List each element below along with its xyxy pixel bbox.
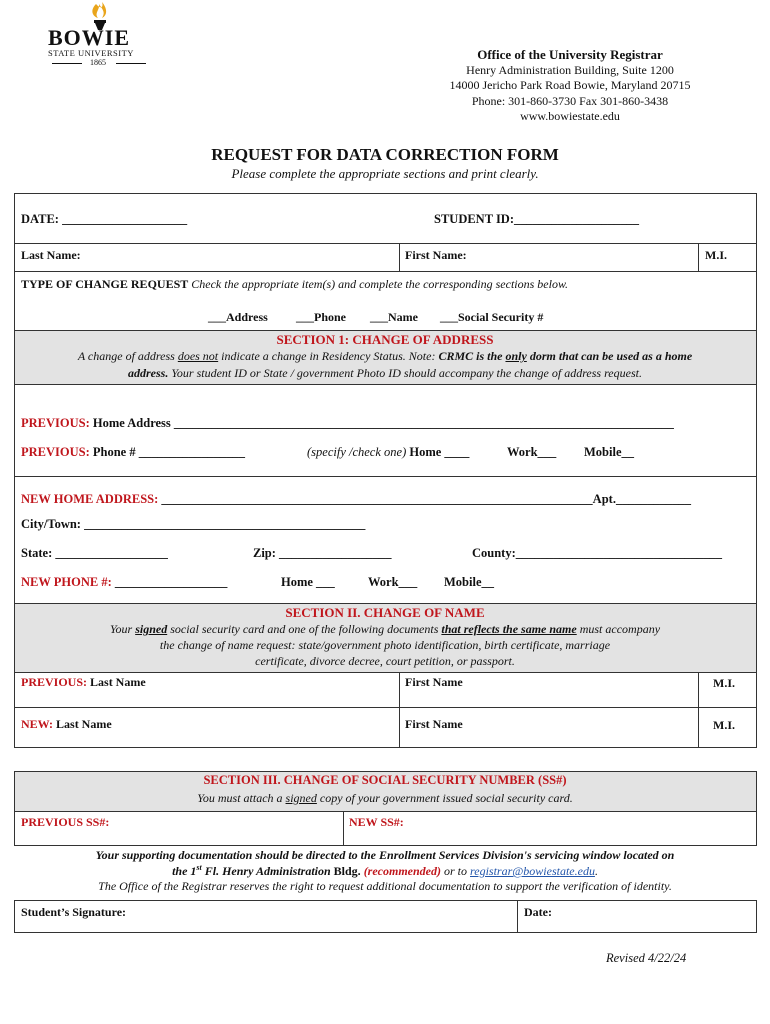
logo-rule-right	[116, 63, 146, 64]
rule-name-div-2	[698, 243, 699, 271]
check-ssn[interactable]: ___Social Security #	[440, 310, 544, 324]
section2-title: SECTION II. CHANGE OF NAME	[285, 605, 485, 620]
type-label: TYPE OF CHANGE REQUEST	[21, 277, 189, 291]
s2-note-part: signed	[135, 622, 168, 636]
new-mobile-check[interactable]: Mobile__	[444, 575, 494, 589]
s3-note-part: You must attach a	[197, 791, 286, 805]
rule-13	[14, 845, 756, 846]
new-home-label: NEW HOME ADDRESS:	[21, 492, 159, 506]
rule-10	[14, 747, 756, 748]
footer-part: (recommended)	[360, 864, 441, 878]
footer-part: .	[594, 864, 598, 878]
mi-field[interactable]: M.I.	[705, 248, 727, 262]
section1-note-line2	[14, 366, 756, 381]
rule-right-2	[756, 603, 757, 748]
rule-top	[14, 193, 756, 194]
new-last-name[interactable]	[21, 717, 112, 732]
footer-line1: Your supporting documentation should be directed to the Enrollment Services Division's servicing window located on	[95, 848, 675, 862]
footer-part: Bldg.	[333, 864, 361, 878]
section3-title: SECTION III. CHANGE OF SOCIAL SECURITY NUMBER (SS#)	[203, 773, 567, 787]
new-phone-label: NEW PHONE #:	[21, 575, 112, 589]
previous-last-name[interactable]	[21, 675, 146, 690]
rule-right-1	[756, 193, 757, 604]
rule-14	[14, 900, 756, 901]
rule-name-div-1	[399, 243, 400, 271]
footer-part: st	[196, 863, 202, 872]
check-phone[interactable]: ___Phone	[296, 310, 347, 324]
city-field[interactable]: City/Town: _____________________________________________	[21, 517, 366, 531]
s1-note-part: dorm that can be used as a home	[526, 349, 693, 363]
new-work-check[interactable]: Work___	[368, 575, 418, 589]
footer-line3: The Office of the Registrar reserves the right to request additional documentation to support the verification of identity.	[98, 879, 672, 893]
office-phone: Phone: 301-860-3730 Fax 301-860-3438	[471, 93, 669, 108]
s2-note-part: social security card and one of the following documents	[167, 622, 442, 636]
section1-note-line1	[14, 349, 756, 364]
rule-sig-div	[517, 900, 518, 933]
s1-note-part: Your student ID or State / government Photo ID should accompany the change of address request.	[168, 366, 642, 380]
rule-left-4	[14, 900, 15, 933]
previous-phone-type[interactable]	[307, 445, 469, 460]
form-title: REQUEST FOR DATA CORRECTION FORM	[211, 145, 559, 164]
s2-note-part: that reflects the same name	[441, 622, 577, 636]
rule-6	[14, 476, 756, 477]
rule-name2-div-2	[698, 672, 699, 748]
name-previous-label: PREVIOUS:	[21, 675, 88, 689]
signature-date-field[interactable]: Date:	[524, 905, 552, 919]
section2-note-line3: certificate, divorce decree, court petition, or passport.	[255, 654, 515, 668]
new-mi[interactable]: M.I.	[713, 718, 735, 732]
s1-note-part: only	[505, 349, 527, 363]
s1-note-part: CRMC is the	[438, 349, 506, 363]
registrar-header	[420, 47, 720, 125]
check-address[interactable]: ___Address	[208, 310, 268, 324]
first-name-field[interactable]: First Name:	[405, 248, 467, 262]
rule-name2-div-1	[399, 672, 400, 748]
s1-note-part: A change of address	[77, 349, 178, 363]
new-last-label: Last Name	[53, 717, 112, 731]
new-home-check[interactable]: Home ___	[281, 575, 335, 589]
footer-part: Fl. Henry Administration	[201, 864, 334, 878]
footer-line2	[14, 863, 756, 879]
state-field[interactable]: State: __________________	[21, 546, 168, 560]
prev-home-check: Home ____	[406, 445, 470, 459]
rule-11	[14, 771, 756, 772]
s3-note-part: copy of your government issued social security card.	[316, 791, 573, 805]
footer-part: the 1	[172, 864, 197, 878]
new-phone-line: __________________	[111, 575, 228, 589]
rule-left-1	[14, 193, 15, 604]
office-web: www.bowiestate.edu	[520, 109, 620, 123]
previous-ss-field[interactable]: PREVIOUS SS#:	[21, 815, 110, 829]
registrar-email-link[interactable]: registrar@bowiestate.edu	[470, 864, 595, 878]
logo-year: 1865	[90, 58, 106, 67]
type-instructions: Check the appropriate item(s) and complete the corresponding sections below.	[188, 277, 569, 291]
student-signature-field[interactable]: Student’s Signature:	[21, 905, 127, 919]
logo-rule-left	[52, 63, 82, 64]
rule-3	[14, 271, 756, 272]
office-name: Office of the University Registrar	[477, 47, 663, 62]
s1-note-part: does not	[177, 349, 219, 363]
new-ss-field[interactable]: NEW SS#:	[349, 815, 404, 829]
rule-ss-div	[343, 811, 344, 846]
last-name-field[interactable]: Last Name:	[21, 248, 81, 262]
revised-date: Revised 4/22/24	[606, 951, 687, 965]
rule-12	[14, 811, 756, 812]
logo-name: BOWIE	[48, 25, 131, 50]
s3-note-part: signed	[285, 791, 317, 805]
rule-4	[14, 330, 756, 331]
rule-7	[14, 603, 756, 604]
s2-note-part: Your	[109, 622, 136, 636]
section3-note	[14, 791, 756, 806]
rule-right-4	[756, 900, 757, 933]
rule-5	[14, 384, 756, 385]
previous-last-label: Last Name	[87, 675, 146, 689]
s1-note-part: address.	[128, 366, 169, 380]
rule-9	[14, 707, 756, 708]
student-id-field[interactable]: STUDENT ID:____________________	[434, 212, 639, 226]
form-subtitle: Please complete the appropriate sections and print clearly.	[231, 166, 539, 181]
rule-8	[14, 672, 756, 673]
specify-text: (specify /check one)	[307, 445, 407, 459]
office-address: 14000 Jericho Park Road Bowie, Maryland 20715	[449, 78, 691, 92]
previous-phone[interactable]	[21, 445, 245, 460]
rule-15	[14, 932, 756, 933]
university-logo	[44, 0, 154, 70]
s1-note-part: indicate a change in Residency Status. Note:	[218, 349, 439, 363]
check-name[interactable]: ___Name	[370, 310, 418, 324]
date-field[interactable]: DATE: ____________________	[21, 212, 188, 226]
logo-subtitle: STATE UNIVERSITY	[48, 48, 134, 58]
name-new-label: NEW:	[21, 717, 54, 731]
previous-label: PREVIOUS:	[21, 416, 90, 430]
section2-note-line1	[14, 622, 756, 637]
footer-part: or to	[441, 864, 471, 878]
new-home-address[interactable]	[21, 492, 691, 507]
zip-field[interactable]: Zip: __________________	[253, 546, 392, 560]
prev-work-check[interactable]: Work___	[507, 445, 557, 459]
previous-home-address[interactable]	[21, 416, 674, 431]
office-building: Henry Administration Building, Suite 1200	[466, 62, 674, 77]
previous-first-name[interactable]: First Name	[405, 675, 463, 689]
prev-mobile-check[interactable]: Mobile__	[584, 445, 634, 459]
s2-note-part: must accompany	[576, 622, 661, 636]
previous-home-line: Home Address ________________________________________________________________________________	[89, 416, 674, 430]
section2-note-line2: the change of name request: state/government photo identification, birth certificate, marriage	[159, 638, 611, 652]
section1-title: SECTION 1: CHANGE OF ADDRESS	[276, 332, 494, 347]
previous-mi[interactable]: M.I.	[713, 676, 735, 690]
county-field[interactable]: County:_________________________________	[472, 546, 723, 560]
new-phone[interactable]	[21, 575, 227, 590]
previous-phone-line: Phone # _________________	[89, 445, 245, 459]
new-first-name[interactable]: First Name	[405, 717, 463, 731]
rule-2	[14, 243, 756, 244]
new-home-line: _____________________________________________________________________Apt.____________	[158, 492, 691, 506]
previous-label: PREVIOUS:	[21, 445, 90, 459]
type-of-change	[21, 277, 568, 292]
